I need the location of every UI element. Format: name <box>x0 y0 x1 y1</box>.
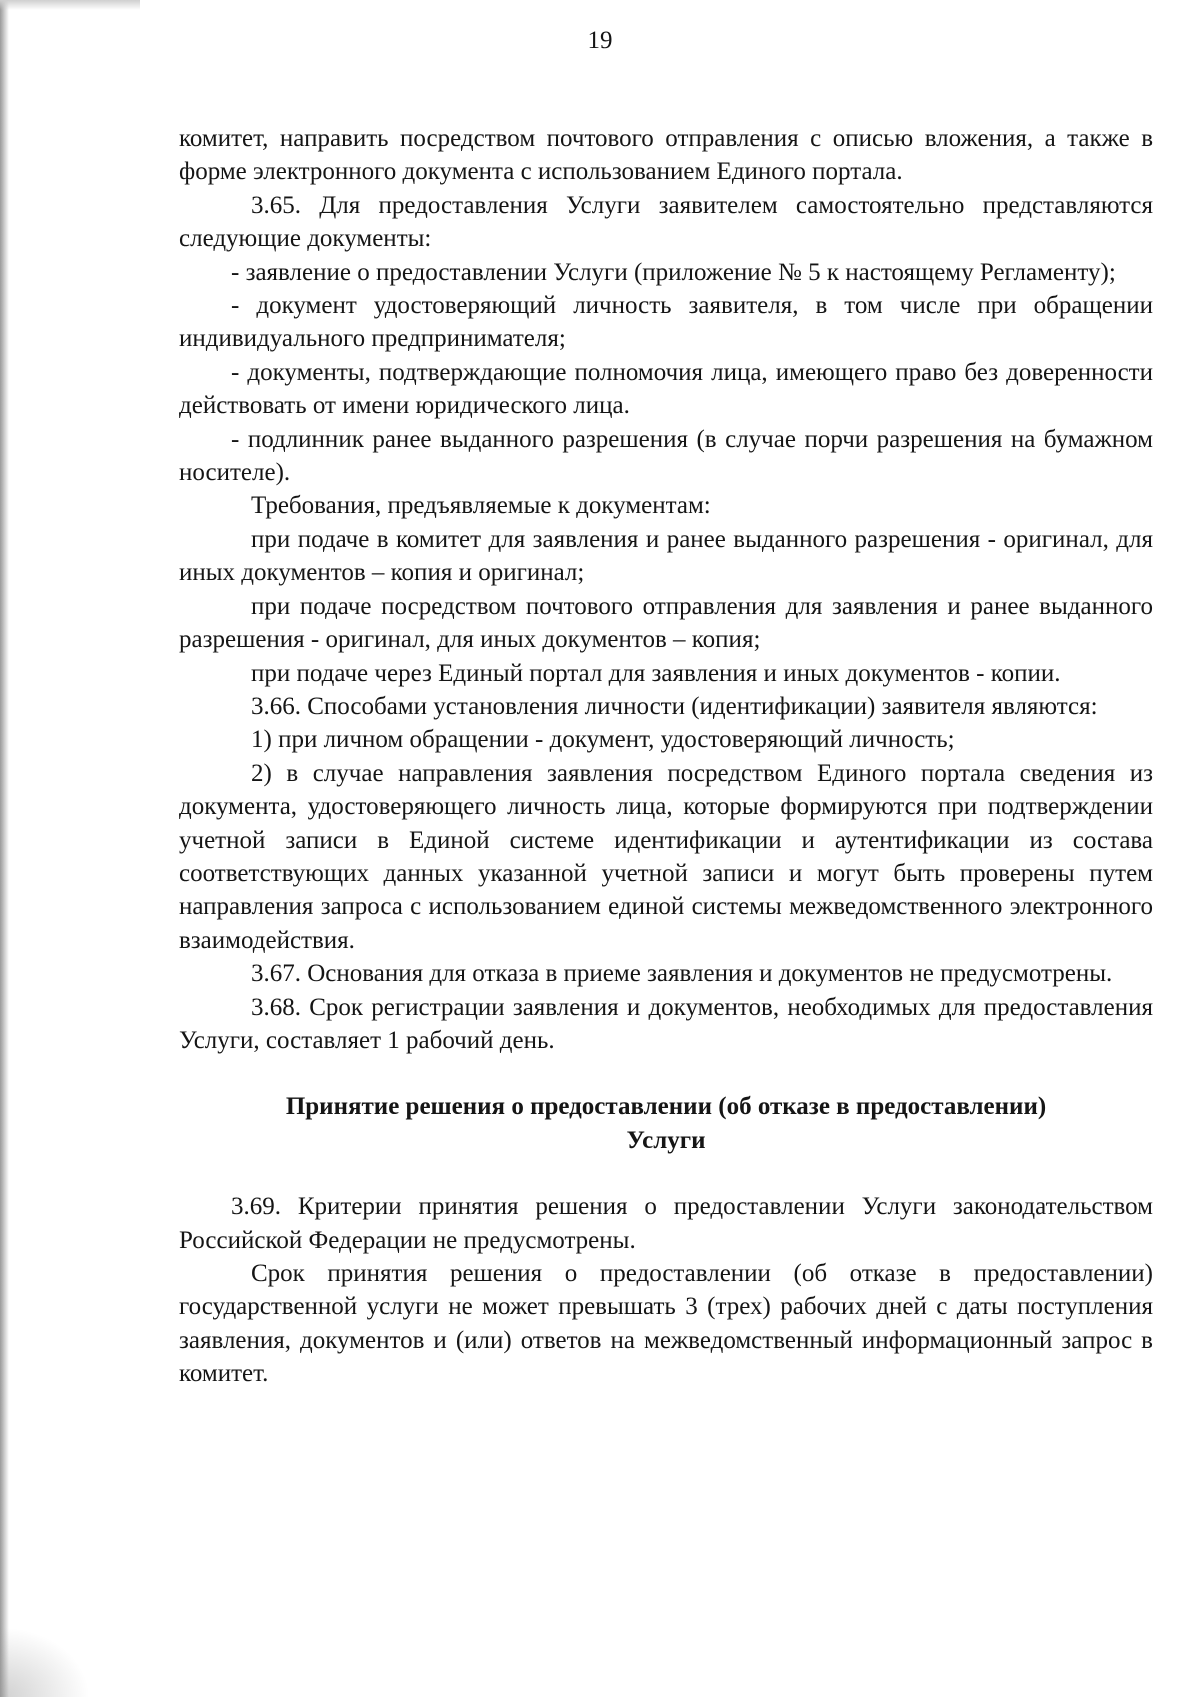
paragraph: комитет, направить посредством почтового отправления с описью вложения, а также в форме электронного документа с использованием Единого портала. <box>179 125 1153 186</box>
section-heading <box>179 1090 1153 1157</box>
paragraph: 3.68. Срок регистрации заявления и документов, необходимых для предоставления Услуги, составляет 1 рабочий день. <box>179 993 1153 1054</box>
scan-bottom-corner <box>0 1627 90 1697</box>
paragraph: - документы, подтверждающие полномочия лица, имеющего право без доверенности действовать от имени юридического лица. <box>179 358 1153 420</box>
document-body <box>179 122 1153 1391</box>
section-heading-line-2: Услуги <box>626 1126 706 1154</box>
paragraph: - заявление о предоставлении Услуги (приложение № 5 к настоящему Регламенту); <box>231 258 1116 286</box>
paragraph: при подаче через Единый портал для заявления и иных документов - копии. <box>251 659 1061 687</box>
paragraph-list-top <box>179 122 1153 1057</box>
paragraph: при подаче в комитет для заявления и ранее выданного разрешения - оригинал, для иных документов – копия и оригинал; <box>179 525 1153 587</box>
paragraph: - документ удостоверяющий личность заявителя, в том числе при обращении индивидуального предпринимателя; <box>179 292 1153 353</box>
paragraph: 2) в случае направления заявления посредством Единого портала сведения из документа, удостоверяющего личность лица, которые формируются при подтверждении учетной записи в Единой системе идентификации и аутентификации из состава соответствующих данных указанной учетной записи и могут быть проверены путем направления запроса с использованием единой системы межведомственного электронного взаимодействия. <box>179 759 1153 954</box>
paragraph: 3.69. Критерии принятия решения о предоставлении Услуги законодательством Российской Федерации не предусмотрены. <box>179 1193 1153 1254</box>
paragraph: - подлинник ранее выданного разрешения (в случае порчи разрешения на бумажном носителе). <box>179 425 1153 487</box>
section-heading-line-1: Принятие решения о предоставлении (об отказе в предоставлении) <box>285 1093 1047 1121</box>
paragraph: Требования, предъявляемые к документам: <box>251 492 711 520</box>
paragraph: 3.67. Основания для отказа в приеме заявления и документов не предусмотрены. <box>251 960 1113 988</box>
scan-top-corner <box>0 0 140 10</box>
page-number: 19 <box>587 27 613 54</box>
paragraph: Срок принятия решения о предоставлении (об отказе в предоставлении) государственной услуги не может превышать 3 (трех) рабочих дней с даты поступления заявления, документов и (или) ответов на межведомственный информационный запрос в комитет. <box>179 1260 1153 1388</box>
paragraph-list-bottom <box>179 1190 1153 1390</box>
paragraph: 3.65. Для предоставления Услуги заявителем самостоятельно представляются следующие документы: <box>179 191 1153 253</box>
scan-left-edge <box>0 0 9 1697</box>
spacer <box>179 1057 1153 1090</box>
paragraph: при подаче посредством почтового отправления для заявления и ранее выданного разрешения - оригинал, для иных документов – копия; <box>179 592 1153 654</box>
paragraph: 3.66. Способами установления личности (идентификации) заявителя являются: <box>251 692 1098 720</box>
spacer <box>179 1157 1153 1190</box>
paragraph: 1) при личном обращении - документ, удостоверяющий личность; <box>251 726 955 754</box>
